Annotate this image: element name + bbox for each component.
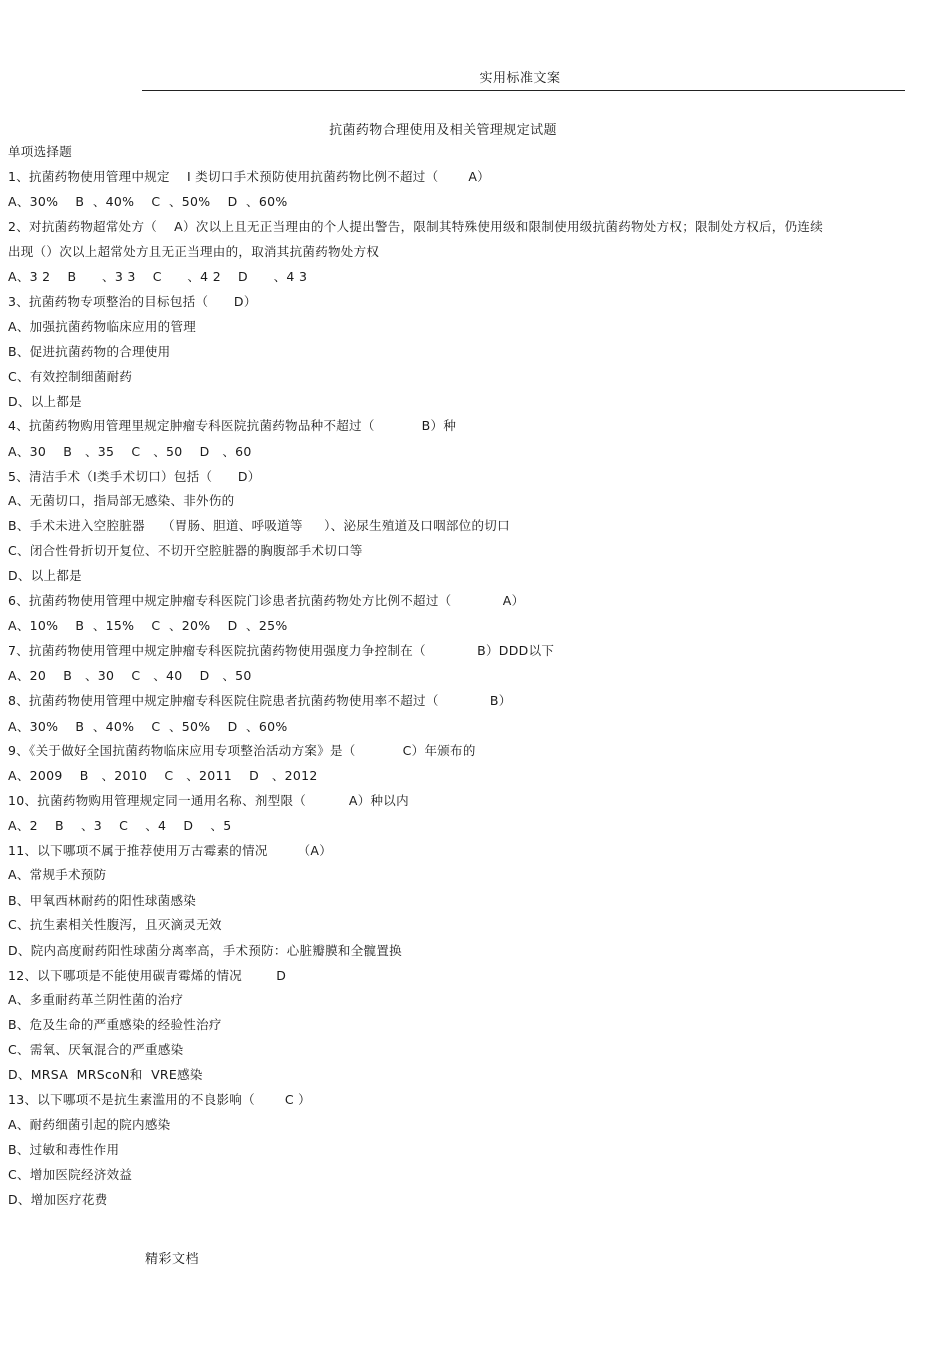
page-footer: 精彩文档	[145, 1252, 200, 1267]
section-label: 单项选择题	[8, 144, 73, 159]
text-line: B、过敏和毒性作用	[8, 1142, 120, 1157]
text-line: B、危及生命的严重感染的经验性治疗	[8, 1017, 222, 1032]
text-line: A、30 B 、35 C 、50 D 、60	[8, 444, 252, 459]
text-line: A、30% B 、40% C 、50% D 、60%	[8, 719, 288, 734]
text-line: 1、抗菌药物使用管理中规定 Ⅰ 类切口手术预防使用抗菌药物比例不超过（ A）	[8, 169, 490, 184]
document-title: 抗菌药物合理使用及相关管理规定试题	[329, 123, 557, 138]
text-line: A、加强抗菌药物临床应用的管理	[8, 319, 197, 334]
text-line: 9、《关于做好全国抗菌药物临床应用专项整治活动方案》是（ C）年颁布的	[8, 743, 476, 758]
text-line: A、10% B 、15% C 、20% D 、25%	[8, 618, 288, 633]
text-line: C、抗生素相关性腹泻，且灭滴灵无效	[8, 917, 222, 932]
text-line: 5、清洁手术（Ⅰ类手术切口）包括（ D）	[8, 469, 261, 484]
text-line: A、无菌切口，指局部无感染、非外伤的	[8, 493, 235, 508]
text-line: A、多重耐药革兰阴性菌的治疗	[8, 992, 184, 1007]
text-line: D、MRSA MRScoN和 VRE感染	[8, 1067, 203, 1082]
text-line: C、增加医院经济效益	[8, 1167, 133, 1182]
text-line: 8、抗菌药物使用管理中规定肿瘤专科医院住院患者抗菌药物使用率不超过（ B）	[8, 693, 512, 708]
header-text: 实用标准文案	[479, 71, 561, 86]
text-line: C、需氧、厌氧混合的严重感染	[8, 1042, 184, 1057]
text-line: D、院内高度耐药阳性球菌分离率高，手术预防：心脏瓣膜和全髋置换	[8, 943, 402, 958]
text-line: 4、抗菌药物购用管理里规定肿瘤专科医院抗菌药物品种不超过（ B）种	[8, 418, 457, 433]
text-line: A、耐药细菌引起的院内感染	[8, 1117, 171, 1132]
text-line: D、增加医疗花费	[8, 1192, 108, 1207]
text-line: C、闭合性骨折切开复位、不切开空腔脏器的胸腹部手术切口等	[8, 543, 363, 558]
text-line: 11、以下哪项不属于推荐使用万古霉素的情况 （A）	[8, 843, 333, 858]
text-line: D、以上都是	[8, 568, 82, 583]
text-line: A、3 2 B 、3 3 C 、4 2 D 、4 3	[8, 269, 308, 284]
header-rule	[142, 90, 905, 91]
text-line: A、2009 B 、2010 C 、2011 D 、2012	[8, 768, 318, 783]
text-line: 10、抗菌药物购用管理规定同一通用名称、剂型限（ A）种以内	[8, 793, 409, 808]
text-line: 3、抗菌药物专项整治的目标包括（ D）	[8, 294, 257, 309]
text-line: B、甲氧西林耐药的阳性球菌感染	[8, 893, 197, 908]
text-line: B、促进抗菌药物的合理使用	[8, 344, 171, 359]
text-line: A、30% B 、40% C 、50% D 、60%	[8, 194, 288, 209]
text-line: 2、对抗菌药物超常处方（ A）次以上且无正当理由的个人提出警告，限制其特殊使用级和限制使用级抗菌药物处方权；限制处方权后，仍连续	[8, 219, 823, 234]
text-line: 7、抗菌药物使用管理中规定肿瘤专科医院抗菌药物使用强度力争控制在（ B）DDD以下	[8, 643, 555, 658]
text-line: D、以上都是	[8, 394, 82, 409]
text-line: 13、以下哪项不是抗生素滥用的不良影响（ C ）	[8, 1092, 311, 1107]
text-line: 12、以下哪项是不能使用碳青霉烯的情况 D	[8, 968, 287, 983]
text-line: 出现（）次以上超常处方且无正当理由的，取消其抗菌药物处方权	[8, 244, 380, 259]
text-line: A、20 B 、30 C 、40 D 、50	[8, 668, 252, 683]
text-line: B、手术未进入空腔脏器 （胃肠、胆道、呼吸道等 ）、泌尿生殖道及口咽部位的切口	[8, 518, 510, 533]
text-line: C、有效控制细菌耐药	[8, 369, 133, 384]
text-line: A、2 B 、3 C 、4 D 、5	[8, 818, 232, 833]
text-line: 6、抗菌药物使用管理中规定肿瘤专科医院门诊患者抗菌药物处方比例不超过（ A）	[8, 593, 525, 608]
text-line: A、常规手术预防	[8, 867, 107, 882]
